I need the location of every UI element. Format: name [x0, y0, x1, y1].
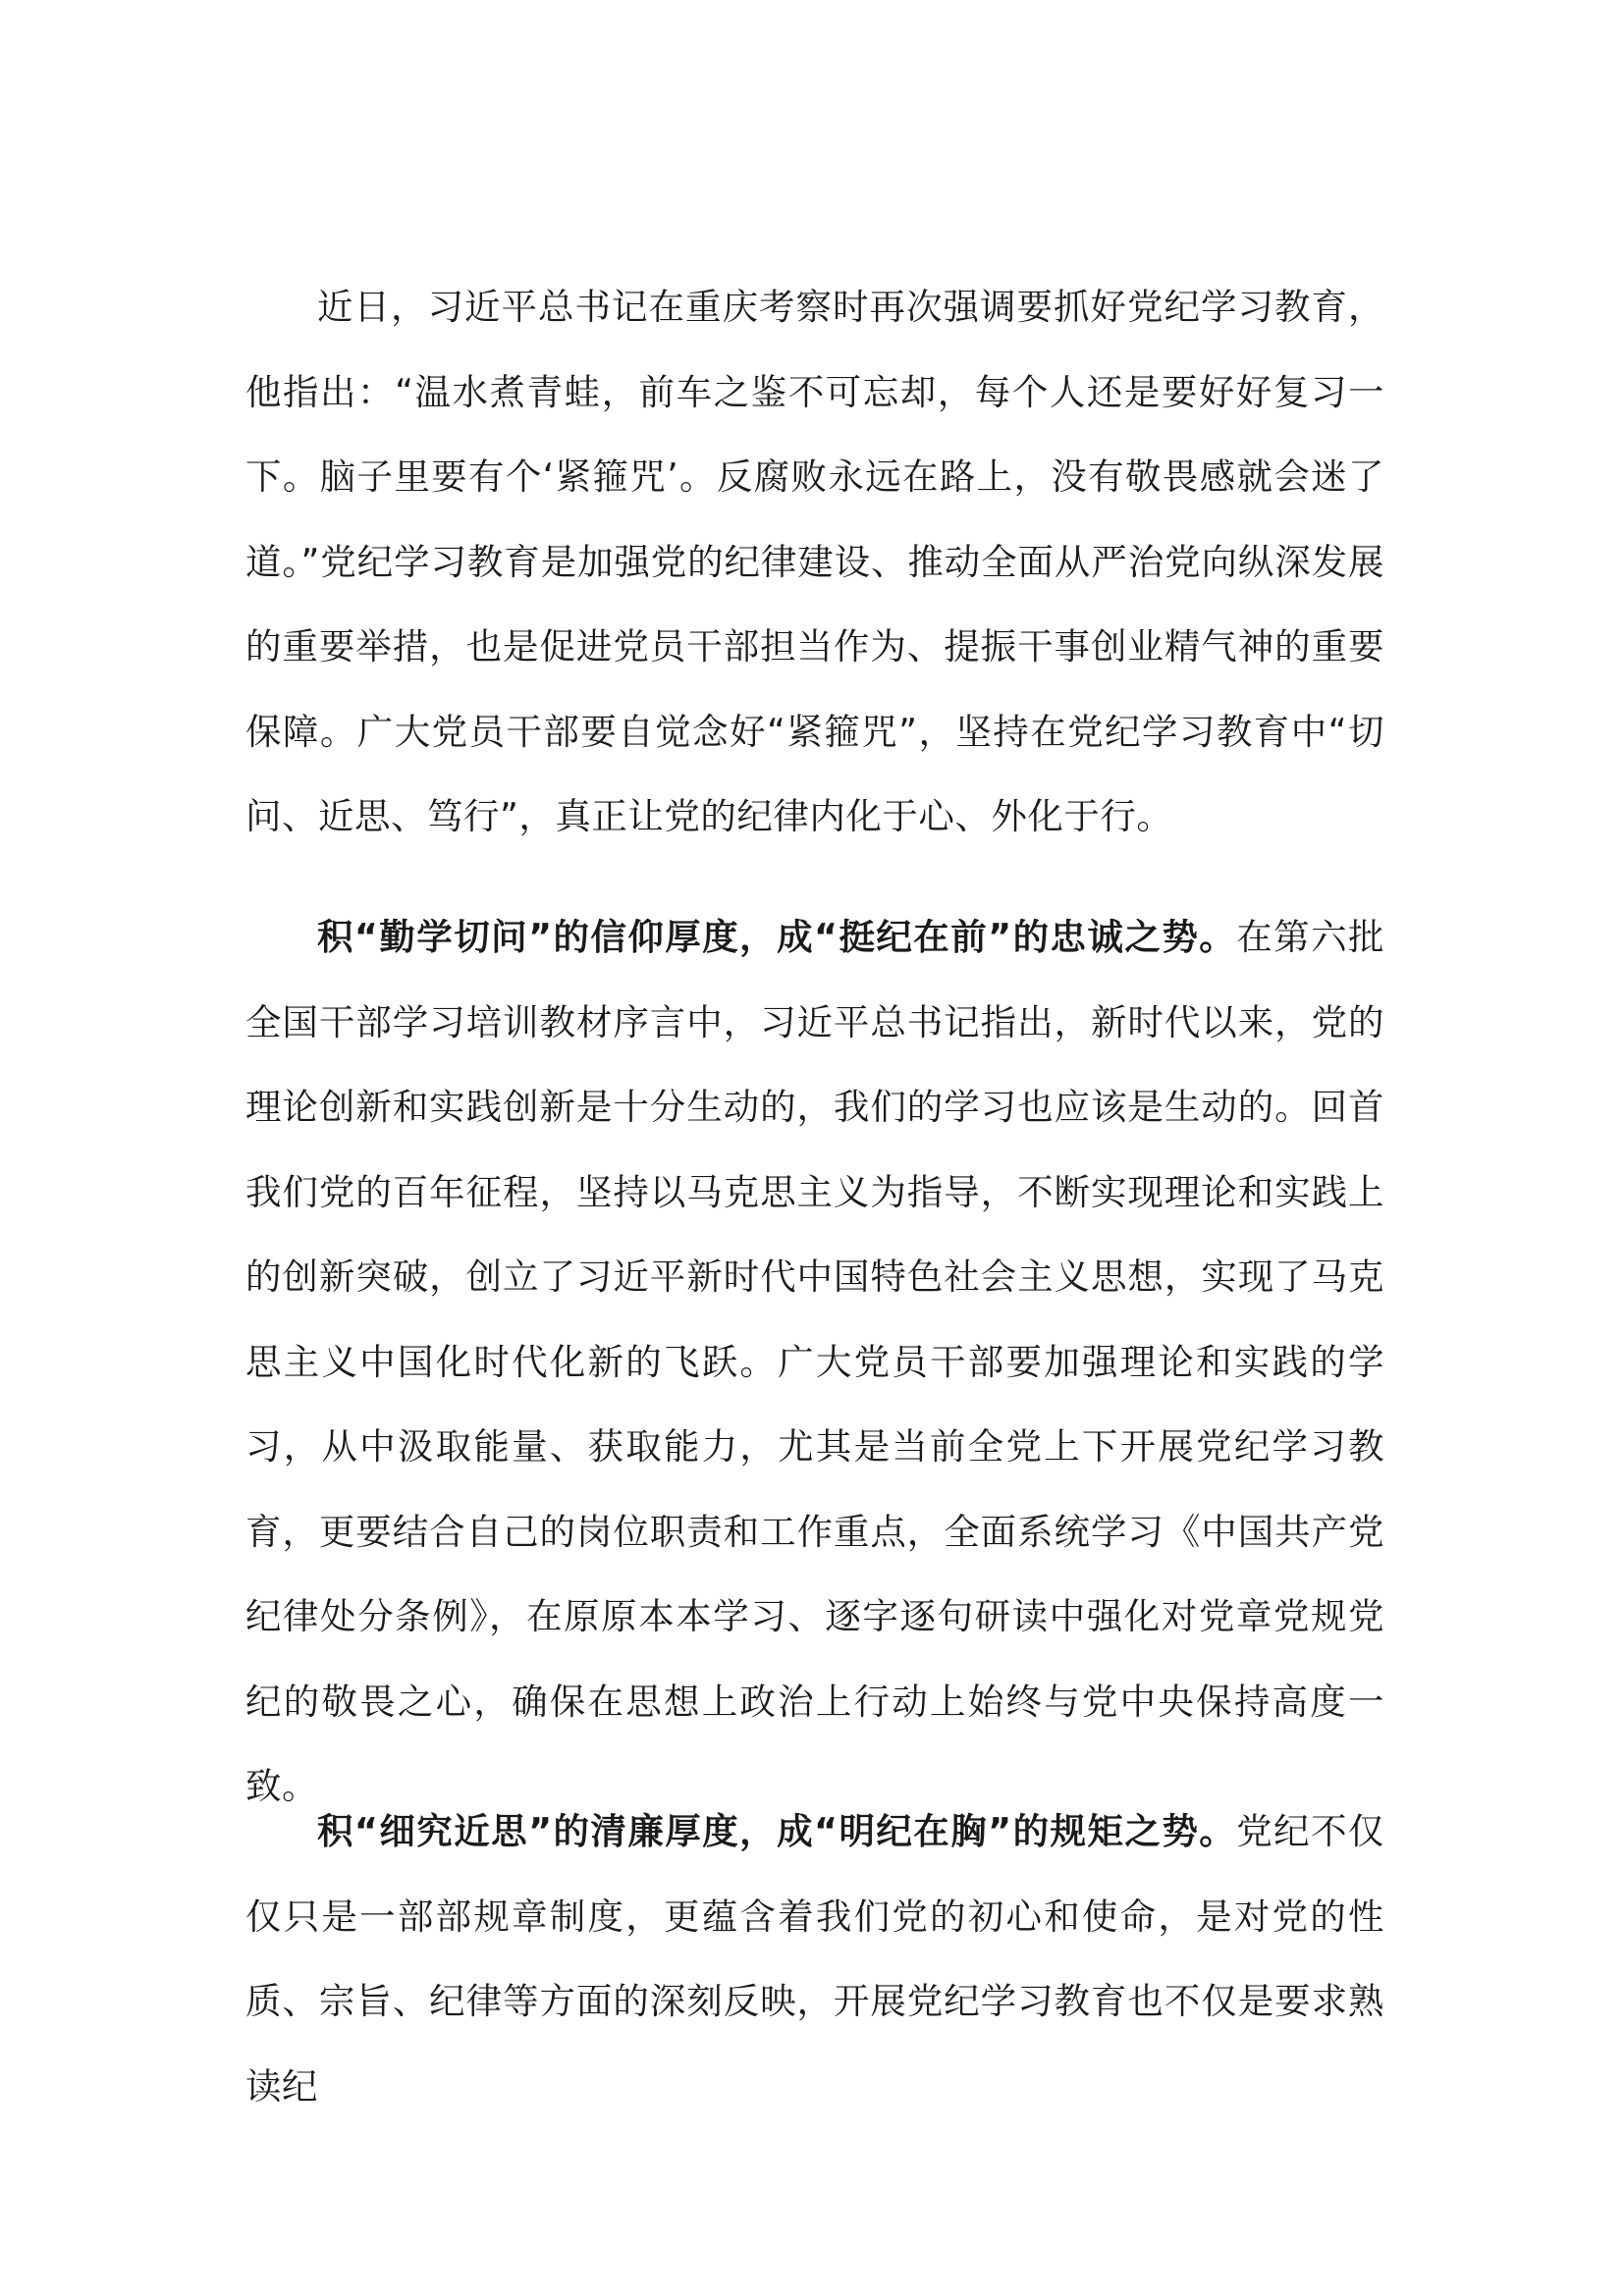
paragraph-body: 党纪不仅仅只是一部部规章制度，更蕴含着我们党的初心和使命，是对党的性质、宗旨、纪律等方面的深刻反映，开展党纪学习教育也不仅是要求熟读纪	[245, 1810, 1384, 2108]
paragraph-section-1	[245, 895, 1384, 1830]
paragraph-lead: 积“勤学切问”的信仰厚度，成“挺纪在前”的忠诚之势。	[317, 916, 1237, 958]
paragraph-lead: 积“细究近思”的清廉厚度，成“明纪在胸”的规矩之势。	[317, 1810, 1237, 1852]
paragraph-body: 近日，习近平总书记在重庆考察时再次强调要抓好党纪学习教育，他指出：“温水煮青蛙，前车之鉴不可忘却，每个人还是要好好复习一下。脑子里要有个‘紧箍咒’。反腐败永远在路上，没有敬畏感就会迷了道。”党纪学习教育是加强党的纪律建设、推动全面从严治党向纵深发展的重要举措，也是促进党员干部担当作为、提振干事创业精气神的重要保障。广大党员干部要自觉念好“紧箍咒”，坚持在党纪学习教育中“切问、近思、笃行”，真正让党的纪律内化于心、外化于行。	[245, 286, 1384, 837]
paragraph-section-2	[245, 1789, 1384, 2129]
paragraph-intro	[245, 265, 1384, 860]
paragraph-body: 在第六批全国干部学习培训教材序言中，习近平总书记指出，新时代以来，党的理论创新和实践创新是十分生动的，我们的学习也应该是生动的。回首我们党的百年征程，坚持以马克思主义为指导，不断实现理论和实践上的创新突破，创立了习近平新时代中国特色社会主义思想，实现了马克思主义中国化时代化新的飞跃。广大党员干部要加强理论和实践的学习，从中汲取能量、获取能力，尤其是当前全党上下开展党纪学习教育，更要结合自己的岗位职责和工作重点，全面系统学习《中国共产党纪律处分条例》，在原原本本学习、逐字逐句研读中强化对党章党规党纪的敬畏之心，确保在思想上政治上行动上始终与党中央保持高度一致。	[245, 916, 1384, 1807]
